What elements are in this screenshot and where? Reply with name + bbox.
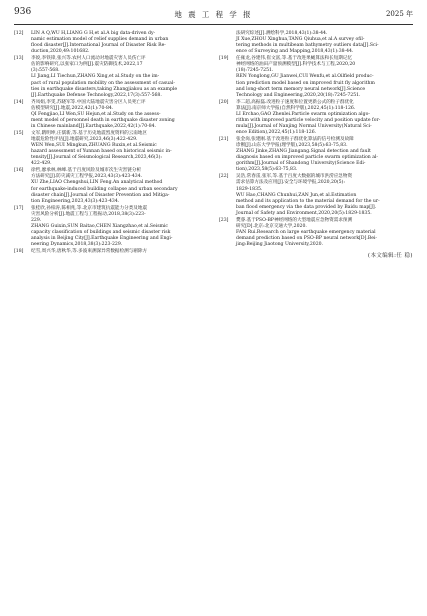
reference-item [14,100,208,130]
reference-line: ban flood emergency via the data provided by Baidu map[J]. [236,204,377,210]
reference-text [31,131,208,168]
reference-text [31,100,208,130]
reference-line: demand prediction based on PSO-BP neural network[D].Bei- [236,236,377,242]
reference-number: [16] [14,168,24,174]
reference-line: jing:Beijing Jiaotong University,2020. [236,242,324,248]
reference-line: 诊断[J].山东大学学报(理学版),2023,58(5):63-75,83. [236,143,348,149]
reference-line: 张金岗,张建刚.基于改进粒子群优化算法的信号检测及故障 [236,136,354,142]
reference-item [219,137,413,174]
reference-line: QI Fengjiao,LI Wen,SU Hejun,et al.Study on the assess- [31,111,161,117]
reference-line: 樊睿.基于PSO-BP神经网络的大型地震应急物资需求预测 [236,217,353,223]
reference-line: disaster chain[J].Journal of Disaster Prevention and Mitiga- [31,192,170,198]
reference-line: neering Dynamics,2018,38(3):223-229. [31,242,123,248]
reference-line: 徐哲,廖承林,林峰.基于百度风险及城市次生灾害链分析 [31,168,142,174]
reference-line: ment model of personnel death in earthquake disaster zoning [31,117,175,123]
reference-line: diagnosis based on improved particle swarm optimization al- [236,155,378,161]
reference-line: ties in earthquake disasters,taking Zhangjiakou as an example [31,86,178,92]
reference-text [31,168,208,205]
reference-line: (18):7245-7251. [236,68,274,74]
reference-line: 吴浩,常春雷,张军,等.基于百度大数据的城市洪涝应急物资 [236,174,353,180]
reference-item [14,31,208,55]
reference-line: namic estimation model of relief supplies demand in urban [31,37,169,43]
reference-line: XU Zhe,LIAO Chengshui,LIN Feng.An analytical method [31,180,163,186]
reference-text [236,56,413,99]
reference-line: FAN Rui.Research on large earthquake emergency material [236,229,376,235]
reference-line: 齐凤娟,李雯,苏晓军等.中国大陆地震灾害分区人员死亡评 [31,99,146,105]
reference-item [219,31,413,55]
reference-number: [22] [219,174,229,180]
reference-line: 李二超,高振磊.改进粒子速度和位置更新公式的粒子群优化 [236,99,354,105]
reference-column-left [14,31,208,259]
right-reference-list [219,31,413,248]
reference-line: JI Xue,ZHOU Xinghua,TANG Qiuhua,et al.A survey ofil- [236,37,365,43]
reference-text [31,249,208,255]
reference-line: WU Hao,CHANG Chunhui,ZAN Jun,et al.Estimation [236,192,357,198]
reference-line: 李姣,李铁锋,张兴等.农村人口流动对地震灾害人员伤亡评 [31,56,146,62]
reference-line: analysis in Beijing City[J].Earthquake Engineering and Engi- [31,236,173,242]
reference-item [14,206,208,249]
reference-line: LI Erchao,GAO Zhenlei.Particle swarm optimization algo- [236,111,370,117]
page-header [14,6,413,25]
reference-number [219,31,236,55]
reference-number: [17] [14,205,24,211]
reference-item [219,174,413,217]
reference-text [31,31,208,55]
reference-line: 地震危险性评估[J].地震研究,2023,46(3):422-429. [31,136,138,142]
reference-line: 法研究综述[J].测绘科学,2018,43(1):38-44. [236,31,328,36]
reference-text [236,218,413,248]
reference-line: 229. [31,217,42,223]
reference-line: tion Engineering,2023,43(3):423-434. [31,198,120,204]
reference-line: REN Yonglong,GU Jianwei,CUI Wenfu,et al.Oilfield produc- [236,74,374,80]
reference-line: flood disaster[J].International Journal of Disaster Risk Re- [31,43,166,49]
reference-line: 神经网络的油田产量预测模型[J].科学技术与工程,2020,20 [236,62,356,68]
reference-line: ZHANG Jinke,ZHANG Jiangang.Signal detection and fault [236,149,371,155]
reference-columns [14,31,413,259]
reference-line: 灾害风险分析[J].地震工程与工程振动,2018,38(3):223- [31,211,146,217]
reference-number: [18] [14,249,24,255]
reference-text [236,174,413,217]
reference-line: Technology and Engineering,2020,20(18):7245-7251. [236,92,361,98]
reference-item [14,56,208,99]
reference-line: 张桂欣,孙柏涛,陈相兆,等.北京市建筑抗震能力分类及地震 [31,205,148,211]
reference-line: 方法研究[J].防灾减灾工程学报,2023,43(3):423-434. [31,174,143,180]
reference-line: 任雍龙,谷建伟,崔文富,等.基于改进果蝇算法和长短期记忆 [236,56,353,62]
reference-line: method and its application to the material demand for the ur- [236,198,380,204]
journal-year: 2025 年 [385,10,413,18]
reference-line: for earthquake-induced building collapse and urban secondary [31,186,178,192]
reference-line: ence of Surveying and Mapping,2018,43(1):38-44. [236,49,354,55]
reference-number: [19] [219,56,229,62]
reference-line: [J].Earthquake Defense Technology,2022,17(3):557-568. [31,92,162,98]
reference-item [219,100,413,137]
reference-line: tensity[J].Journal of Seismological Research,2023,46(3): [31,155,162,161]
reference-item [14,249,208,255]
reference-line: Journal of Safety and Environment,2020,20(5):1829-1835. [236,210,372,216]
reference-text [31,56,208,99]
reference-line: 算法[J].南京师大学报(自然科学版),2022,45(1):118-126. [236,105,356,111]
reference-line: (3):557-568. [31,68,60,74]
reference-line: 422-429. [31,161,52,167]
reference-line: LI Jiang,LI Tiechun,ZHANG Xing,et al.Study on the im- [31,74,160,80]
page-number: 936 [14,7,32,17]
reference-line: 需求估算方法及应用[J].安全与环境学报,2020,20(5): [236,180,345,186]
reference-number: [20] [219,99,229,105]
reference-text [236,100,413,137]
reference-line: tion prediction model based on improved fruit fly algorithm [236,80,375,86]
reference-text [31,206,208,249]
reference-line: tering methods in multibeam bathymetry outliers data[J].Sci- [236,43,379,49]
reference-number: [14] [14,99,24,105]
editor-note: (本文编辑:任 稳) [367,253,413,260]
reference-text [236,31,413,55]
reference-line: 1829-1835. [236,186,263,192]
reference-line: 估模型研究[J].地震,2022,42(1):70-84. [31,105,114,111]
reference-line: 估的影响研究,以张家口为例[J].震灾防御技术,2022,17 [31,62,143,68]
reference-line: gorithm[J].Journal of Shandong University(Science Edi- [236,161,366,167]
reference-number: [12] [14,31,24,36]
reference-column-right [219,31,413,259]
reference-line: duction,2020,49:101682. [31,49,90,55]
reference-line: ZHANG Guixin,SUN Baitao,CHEN Xiangzhao,et al.Seismic [31,223,168,229]
reference-number: [23] [219,217,229,223]
reference-line: and long-short term memory neural network[J].Science [236,86,366,92]
reference-line: 文军,隋明坤,庄儒新,等.基于历史地震烈度资料的云南地区 [31,130,148,136]
reference-item [14,131,208,168]
reference-item [14,168,208,205]
reference-number: [15] [14,130,24,136]
journal-title: 地 震 工 程 学 报 [174,10,253,19]
reference-line: mula[J].Journal of Nanjing Normal University(Natural Sci- [236,124,372,129]
reference-line: WEN Wen,SUI Mingkun,ZHUANG Ruxin,et al.Seismic [31,143,157,149]
reference-text [236,137,413,174]
reference-line: ence Edition),2022,45(1):118-126. [236,130,317,136]
reference-line: 纪雪,周兴华,唐秋华,等.多波束测深异常数据检测与剔除方 [31,249,148,255]
reference-line: rithm with improved particle velocity and position update for- [236,117,381,123]
reference-line: pact of rural population mobility on the assessment of casual- [31,80,175,86]
reference-line: capacity classification of buildings and seismic disaster risk [31,229,171,235]
reference-line: tion),2023,58(5):63-75,83. [236,167,298,173]
reference-line: in Chinese mainland[J].Earthquake,2022,42(1):70-84. [31,124,157,129]
reference-line: hazard assessment of Yunnan based on historical seismic in- [31,149,172,155]
reference-item [219,218,413,248]
reference-line: LIN A Q,WU H,LIANG G H,et al.A big data-driven dy- [31,31,156,36]
reference-line: 研究[D].北京:北京交通大学,2020. [236,223,307,229]
reference-item [219,56,413,99]
reference-number: [21] [219,136,229,142]
reference-number: [13] [14,56,24,62]
